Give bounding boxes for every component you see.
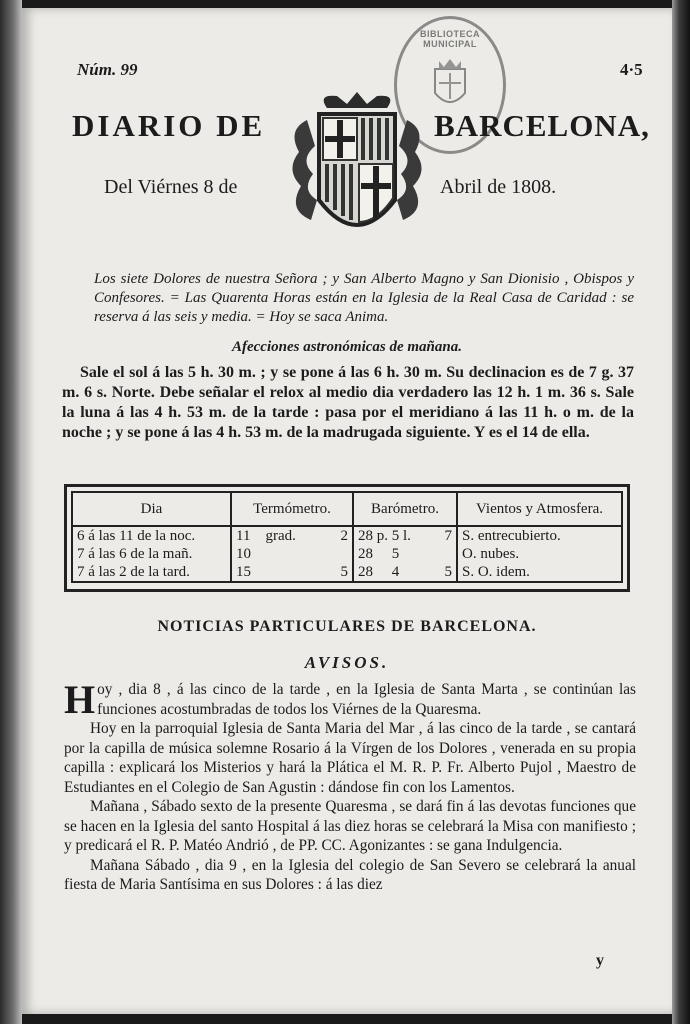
column-header-winds: Vientos y Atmosfera. [457, 492, 622, 526]
astronomical-paragraph: Sale el sol á las 5 h. 30 m. ; y se pone á las 6 h. 30 m. Su declinacion es de 7 g. 37 m. 6 s. Norte. Debe señalar el relox al medio dia verdadero las 12 h. 1 m. 36 s. Sale la luna á las 4 h. 53 m. de la tarde : pasa por el meridiano á las 11 h. o m. de la noche ; y se pone á las 4 h. 53 m. de la madrugada siguiente. Y es el 14 de ella. [62, 364, 634, 441]
table-row [72, 545, 622, 563]
notices-heading: AVISOS. [304, 653, 390, 672]
notice-paragraph: Mañana Sábado , dia 9 , en la Iglesia del colegio de San Severo se celebrará la anual fiesta de Maria Santísima en sus Dolores : á las diez [64, 856, 636, 893]
cell-thermometer: 11 grad. 2 [231, 526, 353, 545]
column-header-barometer: Barómetro. [353, 492, 457, 526]
cell-winds: S. O. idem. [457, 563, 622, 582]
masthead-title-left: DIARIO DE [72, 108, 266, 143]
table-row [72, 526, 622, 545]
column-header-day: Dia [72, 492, 231, 526]
page-edge [672, 0, 690, 1024]
issue-number: Núm. 99 [77, 60, 138, 79]
cell-day: 6 á las 11 de la noc. [77, 527, 196, 544]
column-header-thermometer: Termómetro. [231, 492, 353, 526]
cell-winds: S. entrecubierto. [457, 526, 622, 545]
notices-body [64, 677, 636, 895]
weather-table [71, 491, 623, 583]
notice-paragraph: Hoy en la parroquial Iglesia de Santa Maria del Mar , á las cinco de la tarde , se cantará por la capilla de música solemne Rosario á la Vírgen de los Dolores , venerada en su propia capilla : explicará los Misterios y hará la Plática el M. R. P. Fr. Alberto Pujol , Maestro de Estudiantes en el Colegio de San Agustin : dándose fin con los Lamentos. [64, 720, 636, 796]
newspaper-page [22, 8, 672, 1014]
astronomical-heading: Afecciones astronómicas de mañana. [231, 339, 462, 355]
catchword: y [596, 952, 604, 969]
cell-barometer: 28 p. 5 l. 7 [353, 526, 457, 545]
book-spine [0, 0, 22, 1024]
astronomical-text [62, 363, 634, 443]
cell-barometer: 28 5 [353, 545, 457, 563]
cell-thermometer: 15 5 [231, 563, 353, 582]
cell-day: 7 á las 2 de la tard. [77, 563, 190, 580]
cell-barometer: 28 4 5 [353, 563, 457, 582]
date-line-left: Del Viérnes 8 de [104, 176, 238, 198]
drop-cap: H [64, 677, 96, 722]
stamp-text: BIBLIOTECA MUNICIPAL [420, 29, 480, 49]
coat-of-arms-icon [277, 90, 437, 255]
masthead-title-right: BARCELONA, [434, 108, 650, 143]
notice-paragraph: Mañana , Sábado sexto de la presente Quaresma , se dará fin á las devotas funciones que se hacen en la Iglesia del santo Hospital á las diez horas se celebrará la Misa con manifiesto ; y predicará el R. P. Matéo Andrió , de PP. CC. Agonizantes : se gana Indulgencia. [64, 798, 636, 854]
cell-thermometer: 10 [231, 545, 353, 563]
weather-table-frame [64, 484, 630, 592]
saints-of-the-day: Los siete Dolores de nuestra Señora ; y San Alberto Magno y San Dionisio , Obispos y Confesores. = Las Quarenta Horas están en la Iglesia de la Real Casa de Caridad : se reserva á las seis y media. = Hoy se saca Anima. [94, 271, 634, 325]
table-row [72, 563, 622, 582]
news-heading: NOTICIAS PARTICULARES DE BARCELONA. [157, 618, 537, 635]
page-number: 4·5 [620, 60, 643, 79]
notice-paragraph: Hoy , dia 8 , á las cinco de la tarde , en la Iglesia de Santa Marta , se continúan las funciones acostumbradas de todos los Viérnes de la Quaresma. [64, 677, 636, 722]
cell-day: 7 á las 6 de la mañ. [77, 545, 193, 562]
cell-winds: O. nubes. [457, 545, 622, 563]
date-line-right: Abril de 1808. [440, 176, 557, 198]
